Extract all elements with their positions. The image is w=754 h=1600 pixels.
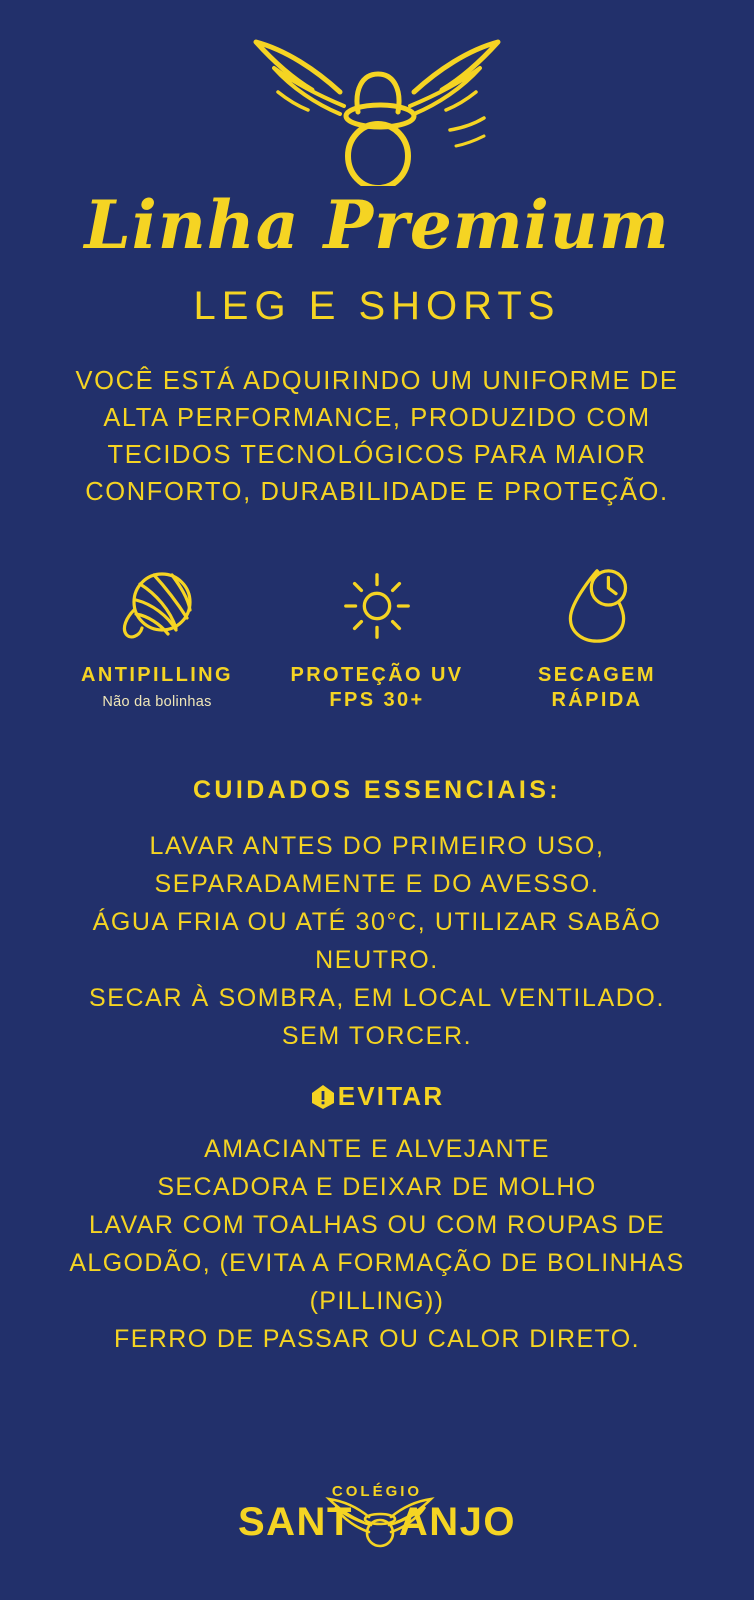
intro-line: VOCÊ ESTÁ ADQUIRINDO UM UNIFORME DE (75, 367, 679, 395)
feature-label-line: SECAGEM (538, 663, 656, 686)
winged-halo-logo-icon (212, 26, 542, 186)
sun-icon (338, 567, 416, 645)
care-line: SECAR À SOMBRA, EM LOCAL VENTILADO. (88, 984, 666, 1013)
avoid-line: SECADORA E DEIXAR DE MOLHO (157, 1173, 597, 1202)
intro-paragraph (57, 363, 697, 511)
water-drop-clock-icon (559, 567, 635, 645)
yarn-ball-icon (112, 567, 202, 645)
intro-line: ALTA PERFORMANCE, PRODUZIDO COM (103, 403, 651, 432)
avoid-line: AMACIANTE E ALVEJANTE (204, 1135, 550, 1164)
care-line: LAVAR ANTES DO PRIMEIRO USO, (149, 832, 605, 861)
care-line: ÁGUA FRIA OU ATÉ 30°C, UTILIZAR SABÃO (92, 908, 662, 937)
sub-title: LEG E SHORTS (193, 284, 561, 328)
footer-main-left: SANT (237, 1500, 353, 1544)
footer-top-text: COLÉGIO (331, 1483, 423, 1500)
script-title: Linha Premium (84, 186, 670, 264)
feature-label (538, 663, 656, 714)
avoid-line: (PILLING)) (309, 1287, 445, 1316)
avoid-heading-text: EVITAR (337, 1081, 445, 1112)
feature-label (290, 663, 463, 714)
care-heading: CUIDADOS ESSENCIAIS: (192, 776, 562, 805)
warning-icon (310, 1084, 336, 1110)
avoid-line: LAVAR COM TOALHAS OU COM ROUPAS DE (89, 1211, 665, 1240)
footer-brand (0, 1483, 754, 1542)
avoid-line: ALGODÃO, (EVITA A FORMAÇÃO DE BOLINHAS (69, 1249, 685, 1278)
feature-fast-drying (487, 567, 707, 714)
feature-label-line: PROTEÇÃO UV (290, 663, 464, 686)
care-line: SEM TORCER. (281, 1022, 473, 1051)
feature-list (47, 567, 707, 714)
intro-line: TECIDOS TECNOLÓGICOS PARA MAIOR (107, 440, 647, 469)
feature-label: ANTIPILLING (81, 663, 233, 686)
footer-main-right: ANJO (398, 1500, 517, 1544)
avoid-line: FERRO DE PASSAR OU CALOR DIRETO. (114, 1325, 640, 1354)
avoid-heading (310, 1081, 445, 1112)
care-line: SEPARADAMENTE E DO AVESSO. (154, 870, 600, 899)
intro-line: CONFORTO, DURABILIDADE E PROTEÇÃO. (85, 477, 669, 506)
feature-note: Não da bolinhas (102, 694, 212, 711)
care-instructions (47, 827, 707, 1055)
feature-label-line: FPS 30+ (329, 689, 425, 712)
footer-main-text (238, 1502, 516, 1542)
feature-label-line: RÁPIDA (551, 689, 643, 712)
feature-uv-protection (267, 567, 487, 714)
avoid-list (27, 1130, 727, 1358)
feature-antipilling (47, 567, 267, 711)
care-line: NEUTRO. (315, 946, 439, 975)
